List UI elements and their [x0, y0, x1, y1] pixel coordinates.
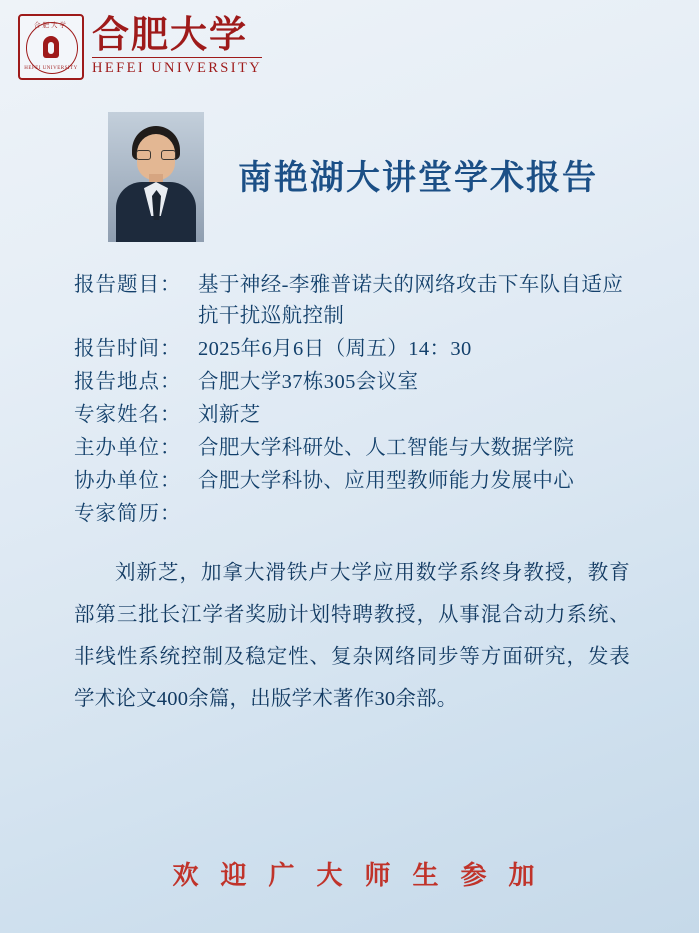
info-value: 合肥大学科协、应用型教师能力发展中心 [198, 470, 575, 492]
info-label: 主办单位： [74, 437, 182, 459]
speaker-photo [108, 112, 204, 242]
info-label: 报告地点： [74, 371, 182, 393]
seal-top-text: 合肥大学 [34, 22, 68, 29]
info-value: 基于神经-李雅普诺夫的网络攻击下车队自适应抗干扰巡航控制 [198, 274, 624, 327]
info-value: 2025年6月6日（周五）14：30 [198, 338, 472, 360]
info-label: 报告时间： [74, 338, 182, 360]
university-seal-icon [18, 14, 84, 80]
seal-bottom-text: HEFEI UNIVERSITY [24, 66, 78, 71]
logo-wordmark [92, 14, 263, 78]
header-section [0, 112, 699, 247]
info-value: 合肥大学科研处、人工智能与大数据学院 [198, 437, 575, 459]
info-value: 刘新芝 [198, 404, 261, 426]
info-label: 协办单位： [74, 470, 182, 492]
university-logo [18, 14, 262, 80]
page-title: 南艳湖大讲堂学术报告 [238, 160, 598, 197]
info-row-speaker [74, 400, 640, 431]
info-row-bio-label [74, 499, 640, 530]
logo-name-cn: 合肥大学 [92, 14, 248, 56]
info-label: 专家姓名： [74, 404, 182, 426]
info-label: 报告题目： [74, 274, 182, 296]
welcome-footer: 欢迎广大师生参加 [172, 861, 557, 890]
info-row-time [74, 334, 640, 365]
info-row-co-organizer [74, 466, 640, 497]
info-row-location [74, 367, 640, 398]
info-value: 合肥大学37栋305会议室 [198, 371, 419, 393]
speaker-bio: 刘新芝，加拿大滑铁卢大学应用数学系终身教授，教育部第三批长江学者奖励计划特聘教授，从事混合动力系统、非线性系统控制及稳定性、复杂网络同步等方面研究，发表学术论文400余篇，出版学术著作30余部。 [74, 562, 630, 710]
glasses-icon [135, 150, 177, 161]
logo-name-en: HEFEI UNIVERSITY [92, 57, 262, 77]
info-row-topic [74, 270, 640, 332]
info-label: 专家简历： [74, 503, 182, 525]
info-row-organizer [74, 433, 640, 464]
info-block [74, 270, 640, 532]
seal-emblem-icon [43, 36, 59, 58]
